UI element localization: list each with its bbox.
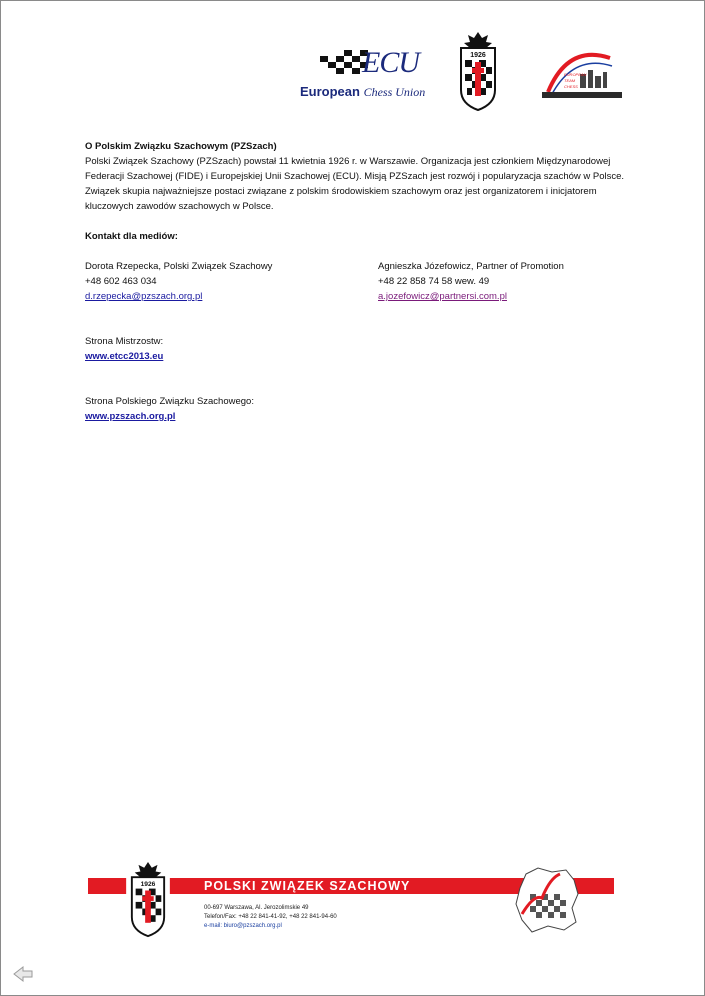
press-note-body xyxy=(85,139,625,424)
contact-left-email-link[interactable]: d.rzepecka@pzszach.org.pl xyxy=(85,291,203,302)
svg-text:CHESS: CHESS xyxy=(564,84,578,89)
footer-phone: Telefon/Fax: +48 22 841-41-92, +48 22 841-94-60 xyxy=(204,914,337,920)
svg-text:EUROPEAN: EUROPEAN xyxy=(564,72,587,77)
contact-right-email-link[interactable]: a.jozefowicz@partnersi.com.pl xyxy=(378,291,507,302)
federation-link[interactable]: www.pzszach.org.pl xyxy=(85,411,176,422)
back-arrow-icon[interactable] xyxy=(12,965,34,983)
pzszach-crest-icon xyxy=(455,32,501,112)
about-line-1: Polski Związek Szachowy (PZSzach) powstał 11 kwietnia 1926 r. w Warszawie. Organizacja jest członkiem Międzynarodowej xyxy=(85,156,611,167)
contacts-heading: Kontakt dla mediów: xyxy=(85,231,178,242)
ecu-mark: ECU xyxy=(362,46,419,79)
about-line-3: Związek skupia najważniejsze postaci związane z polskim środowiskiem szachowym oraz jest organizatorem i inicjatorem xyxy=(85,186,597,197)
ecu-word-italic: Chess Union xyxy=(363,85,426,99)
contact-right-name: Agnieszka Józefowicz, Partner of Promotion xyxy=(378,261,564,272)
about-heading: O Polskim Związku Szachowym (PZSzach) xyxy=(85,141,277,152)
letterhead-footer xyxy=(88,862,614,942)
footer-crest-year: 1926 xyxy=(140,880,156,888)
ecu-wordmark xyxy=(300,84,425,100)
crest-year: 1926 xyxy=(470,52,486,59)
about-line-4: kluczowych zawodów szachowych w Polsce. xyxy=(85,201,274,212)
contact-left-name: Dorota Rzepecka, Polski Związek Szachowy xyxy=(85,261,273,272)
championship-link[interactable]: www.etcc2013.eu xyxy=(85,351,164,362)
footer-address-block xyxy=(204,904,337,931)
contact-right-phone: +48 22 858 74 58 wew. 49 xyxy=(378,276,490,287)
footer-address: 00-697 Warszawa, Al. Jerozolimskie 49 xyxy=(204,905,309,911)
header-logos xyxy=(0,30,705,115)
championship-label: Strona Mistrzostw: xyxy=(85,336,164,347)
svg-text:TEAM: TEAM xyxy=(564,78,576,83)
federation-label: Strona Polskiego Związku Szachowego: xyxy=(85,396,254,407)
footer-email: e-mail: biuro@pzszach.org.pl xyxy=(204,923,282,929)
etcc-logo xyxy=(540,44,624,100)
footer-crest-icon xyxy=(122,862,174,938)
ecu-word-bold: European xyxy=(300,84,360,99)
footer-title: POLSKI ZWIĄZEK SZACHOWY xyxy=(204,879,411,893)
about-line-2: Federacji Szachowej (FIDE) i Europejskiej Unii Szachowej (ECU). Misją PZSzach jest rozwój i popularyzacja szachów w Polsce. xyxy=(85,171,625,182)
ecu-logo xyxy=(300,44,430,100)
contact-left-phone: +48 602 463 034 xyxy=(85,276,157,287)
contact-left xyxy=(85,259,355,304)
contacts-block xyxy=(85,259,625,304)
poland-map-icon xyxy=(508,864,588,940)
contact-right xyxy=(378,259,648,304)
